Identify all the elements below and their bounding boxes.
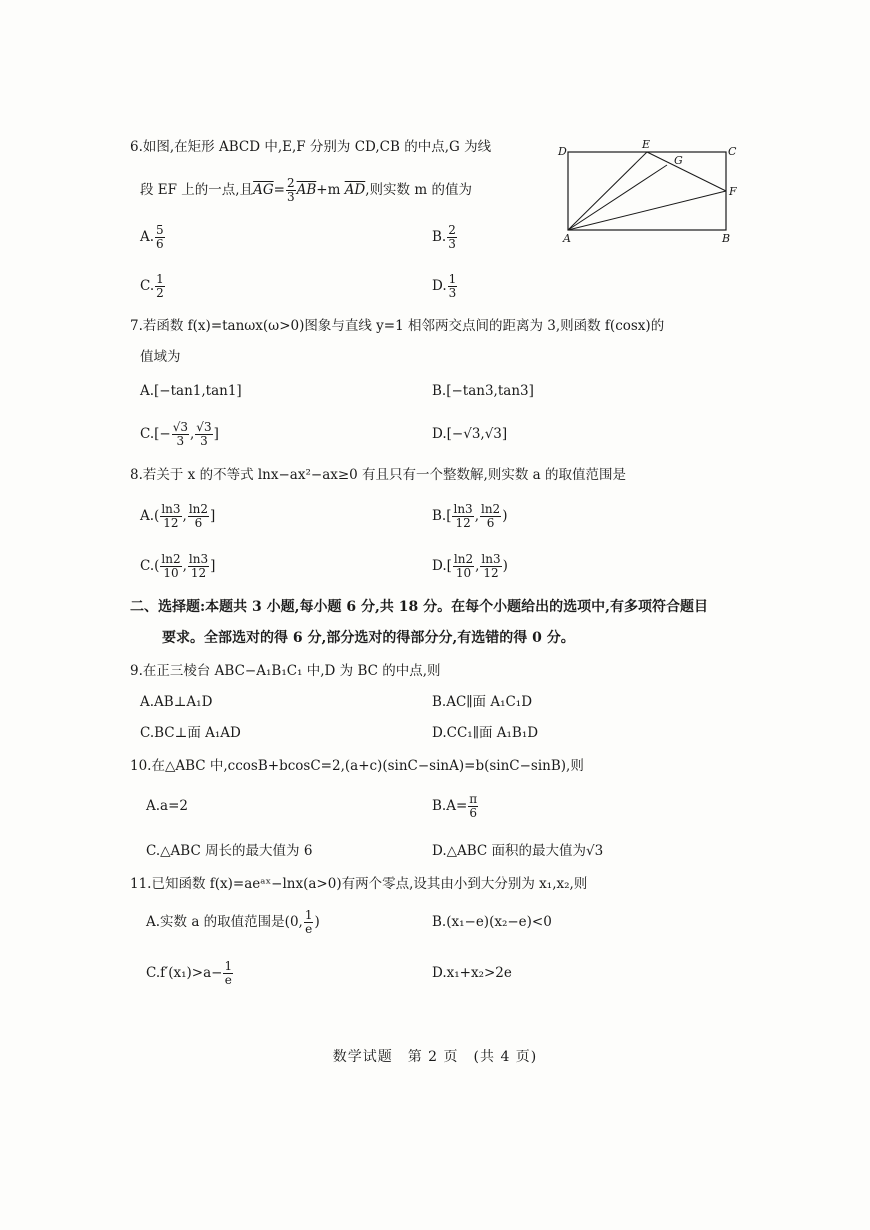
fraction-denominator: e — [305, 922, 313, 936]
option-text: A.( — [140, 508, 160, 524]
rectangle-figure — [555, 135, 745, 247]
option-fraction — [188, 503, 209, 530]
option-fraction — [447, 224, 457, 251]
q11-option-c[interactable] — [146, 957, 234, 989]
point-label-f: F — [729, 185, 737, 198]
q10-option-b[interactable] — [432, 790, 479, 822]
rectangle-abcd — [568, 152, 726, 230]
point-label-g: G — [674, 154, 683, 167]
fraction-numerator: ln3 — [481, 552, 501, 566]
option-text: C.f′(x₁)>a− — [146, 965, 223, 981]
option-fraction — [160, 553, 181, 580]
fraction-denominator: 10 — [455, 566, 472, 580]
q7-option-a[interactable]: A.[−tan1,tan1] — [140, 383, 242, 399]
fraction-numerator: 1 — [156, 272, 164, 286]
point-label-b: B — [722, 232, 731, 245]
q10-stem: 10.在△ABC 中,ccosB+bcosC=2,(a+c)(sinC−sinA)=b(sinC−sinB),则 — [130, 758, 584, 774]
fraction-numerator: ln2 — [453, 552, 474, 566]
option-fraction — [452, 503, 473, 530]
q6-stem-line2 — [140, 176, 472, 204]
option-text: C.[− — [140, 426, 171, 442]
q6-stem-line1: 6.如图,在矩形 ABCD 中,E,F 分别为 CD,CB 的中点,G 为线 — [130, 139, 492, 155]
vector-ad: $\overline{AD}$ — [344, 182, 366, 198]
option-text: ) — [502, 558, 508, 574]
option-label: A. — [140, 229, 155, 245]
fraction-numerator: 1 — [224, 959, 233, 973]
option-text: D.[ — [432, 558, 452, 574]
fraction-denominator: 6 — [469, 806, 478, 820]
fraction-denominator: 6 — [194, 516, 203, 530]
option-text: B.A= — [432, 798, 468, 814]
fraction-numerator: ln3 — [188, 552, 209, 566]
fraction-denominator: 3 — [448, 286, 457, 300]
q8-option-d[interactable]: D.[ $\frac{\ln 2}{10}$ , $\frac{\ln 3}{12}$ ) — [432, 552, 508, 580]
q11-option-b[interactable]: B.(x₁−e)(x₂−e)<0 — [432, 914, 552, 930]
section-heading-line1: 二、选择题:本题共 3 小题,每小题 6 分,共 18 分。在每个小题给出的选项中,有多项符合题目 — [130, 599, 708, 615]
q11-option-d[interactable]: D.x₁+x₂>2e — [432, 965, 512, 981]
fraction-numerator: ln3 — [453, 502, 473, 516]
q9-option-d[interactable]: D.CC₁∥面 A₁B₁D — [432, 725, 539, 741]
q6-stem-suffix: ,则实数 m 的值为 — [365, 182, 472, 198]
segment-af — [568, 191, 726, 230]
option-text: ) — [314, 914, 320, 930]
coefficient-fraction — [286, 177, 296, 204]
q9-stem: 9.在正三棱台 ABC−A₁B₁C₁ 中,D 为 BC 的中点,则 — [130, 663, 441, 679]
fraction-numerator: 5 — [156, 223, 164, 237]
option-fraction — [304, 909, 314, 936]
option-fraction — [155, 273, 165, 300]
q7-stem-line1: 7.若函数 f(x)=tanωx(ω>0)图象与直线 y=1 相邻两交点间的距离为 3,则函数 f(cosx)的 — [130, 318, 665, 334]
option-fraction — [468, 793, 478, 820]
fraction-numerator: 2 — [286, 176, 295, 190]
fraction-numerator: √3 — [172, 420, 188, 434]
q9-option-c[interactable]: C.BC⊥面 A₁AD — [140, 725, 241, 741]
q6-stem-prefix: 段 EF 上的一点,且 — [140, 182, 254, 198]
equals-sign: = — [273, 182, 285, 198]
fraction-denominator: 3 — [176, 434, 185, 448]
q11-stem: 11.已知函数 f(x)=aeᵃˣ−lnx(a>0)有两个零点,设其由小到大分别为 x₁,x₂,则 — [130, 876, 588, 892]
option-fraction — [480, 503, 501, 530]
fraction-denominator: 3 — [286, 190, 295, 204]
fraction-denominator: 2 — [156, 286, 164, 300]
option-text: ] — [213, 426, 219, 442]
fraction-denominator: 10 — [163, 566, 179, 580]
fraction-numerator: ln2 — [161, 552, 181, 566]
option-fraction — [188, 553, 209, 580]
q6-option-a[interactable] — [140, 222, 166, 252]
option-label: D. — [432, 278, 447, 294]
q9-option-a[interactable]: A.AB⊥A₁D — [140, 694, 213, 710]
option-label: C. — [140, 278, 155, 294]
page-footer: 数学试题 第 2 页 (共 4 页) — [332, 1049, 538, 1065]
q10-option-d[interactable]: D.△ABC 面积的最大值为√3 — [432, 843, 604, 859]
fraction-numerator: √3 — [196, 420, 212, 434]
plus-m: +m — [316, 182, 345, 198]
q6-option-b[interactable] — [432, 222, 458, 252]
q7-option-c[interactable] — [140, 418, 219, 450]
option-fraction — [448, 273, 458, 300]
fraction-denominator: 12 — [483, 566, 499, 580]
option-fraction — [195, 421, 212, 448]
fraction-numerator: π — [469, 792, 478, 806]
q8-stem: 8.若关于 x 的不等式 lnx−ax²−ax≥0 有且只有一个整数解,则实数 a 的取值范围是 — [130, 467, 626, 483]
q10-option-c[interactable]: C.△ABC 周长的最大值为 6 — [146, 843, 313, 859]
option-fraction — [480, 553, 501, 580]
option-fraction — [223, 960, 233, 987]
q8-option-b[interactable]: B.[ $\frac{\ln 3}{12}$ , $\frac{\ln 2}{6}$ ) — [432, 502, 508, 530]
option-fraction — [155, 224, 165, 251]
fraction-numerator: 1 — [448, 272, 457, 286]
point-label-a: A — [563, 232, 571, 245]
q9-option-b[interactable]: B.AC∥面 A₁C₁D — [432, 694, 533, 710]
q10-option-a[interactable]: A.a=2 — [146, 798, 188, 814]
option-text: ) — [502, 508, 508, 524]
option-fraction — [160, 503, 181, 530]
option-label: B. — [432, 229, 447, 245]
fraction-denominator: 6 — [486, 516, 495, 530]
fraction-denominator: 3 — [448, 237, 456, 251]
section-heading-line2: 要求。全部选对的得 6 分,部分选对的得部分分,有选错的得 0 分。 — [162, 630, 575, 646]
fraction-denominator: 12 — [455, 516, 471, 530]
fraction-denominator: e — [224, 973, 232, 987]
segment-ef — [647, 152, 726, 191]
fraction-numerator: 1 — [304, 908, 313, 922]
fraction-numerator: 2 — [448, 223, 456, 237]
option-text: B.[ — [432, 508, 452, 524]
point-label-e: E — [642, 138, 651, 151]
point-label-c: C — [728, 145, 737, 158]
fraction-denominator: 3 — [200, 434, 208, 448]
fraction-denominator: 12 — [190, 566, 207, 580]
vector-ab: $\overline{AB}$ — [296, 182, 317, 198]
option-fraction — [172, 421, 189, 448]
vector-ag: $\overline{AG}$ — [253, 182, 274, 198]
q6-option-d[interactable] — [432, 271, 458, 301]
option-text: A.实数 a 的取值范围是(0, — [146, 914, 303, 930]
fraction-denominator: 12 — [163, 516, 179, 530]
option-text: , — [190, 426, 195, 442]
option-text: ] — [210, 508, 216, 524]
fraction-numerator: ln3 — [161, 502, 181, 516]
q6-option-c[interactable] — [140, 271, 166, 301]
q11-option-a[interactable] — [146, 906, 320, 938]
q8-option-a[interactable]: A.( $\frac{\ln 3}{12}$ , $\frac{\ln 2}{6}$ ] — [140, 502, 216, 530]
fraction-denominator: 6 — [156, 237, 164, 251]
q8-option-c[interactable]: C.( $\frac{\ln 2}{10}$ , $\frac{\ln 3}{12}$ ] — [140, 552, 216, 580]
q7-option-d[interactable]: D.[−√3,√3] — [432, 426, 508, 442]
q7-stem-line2: 值域为 — [140, 349, 181, 365]
point-label-d: D — [558, 145, 567, 158]
option-text: ] — [210, 558, 216, 574]
segment-ae — [568, 152, 647, 230]
option-text: C.( — [140, 558, 160, 574]
option-fraction — [453, 553, 474, 580]
fraction-numerator: ln2 — [188, 502, 209, 516]
q7-option-b[interactable]: B.[−tan3,tan3] — [432, 383, 534, 399]
fraction-numerator: ln2 — [480, 502, 501, 516]
segment-ag — [568, 165, 667, 230]
